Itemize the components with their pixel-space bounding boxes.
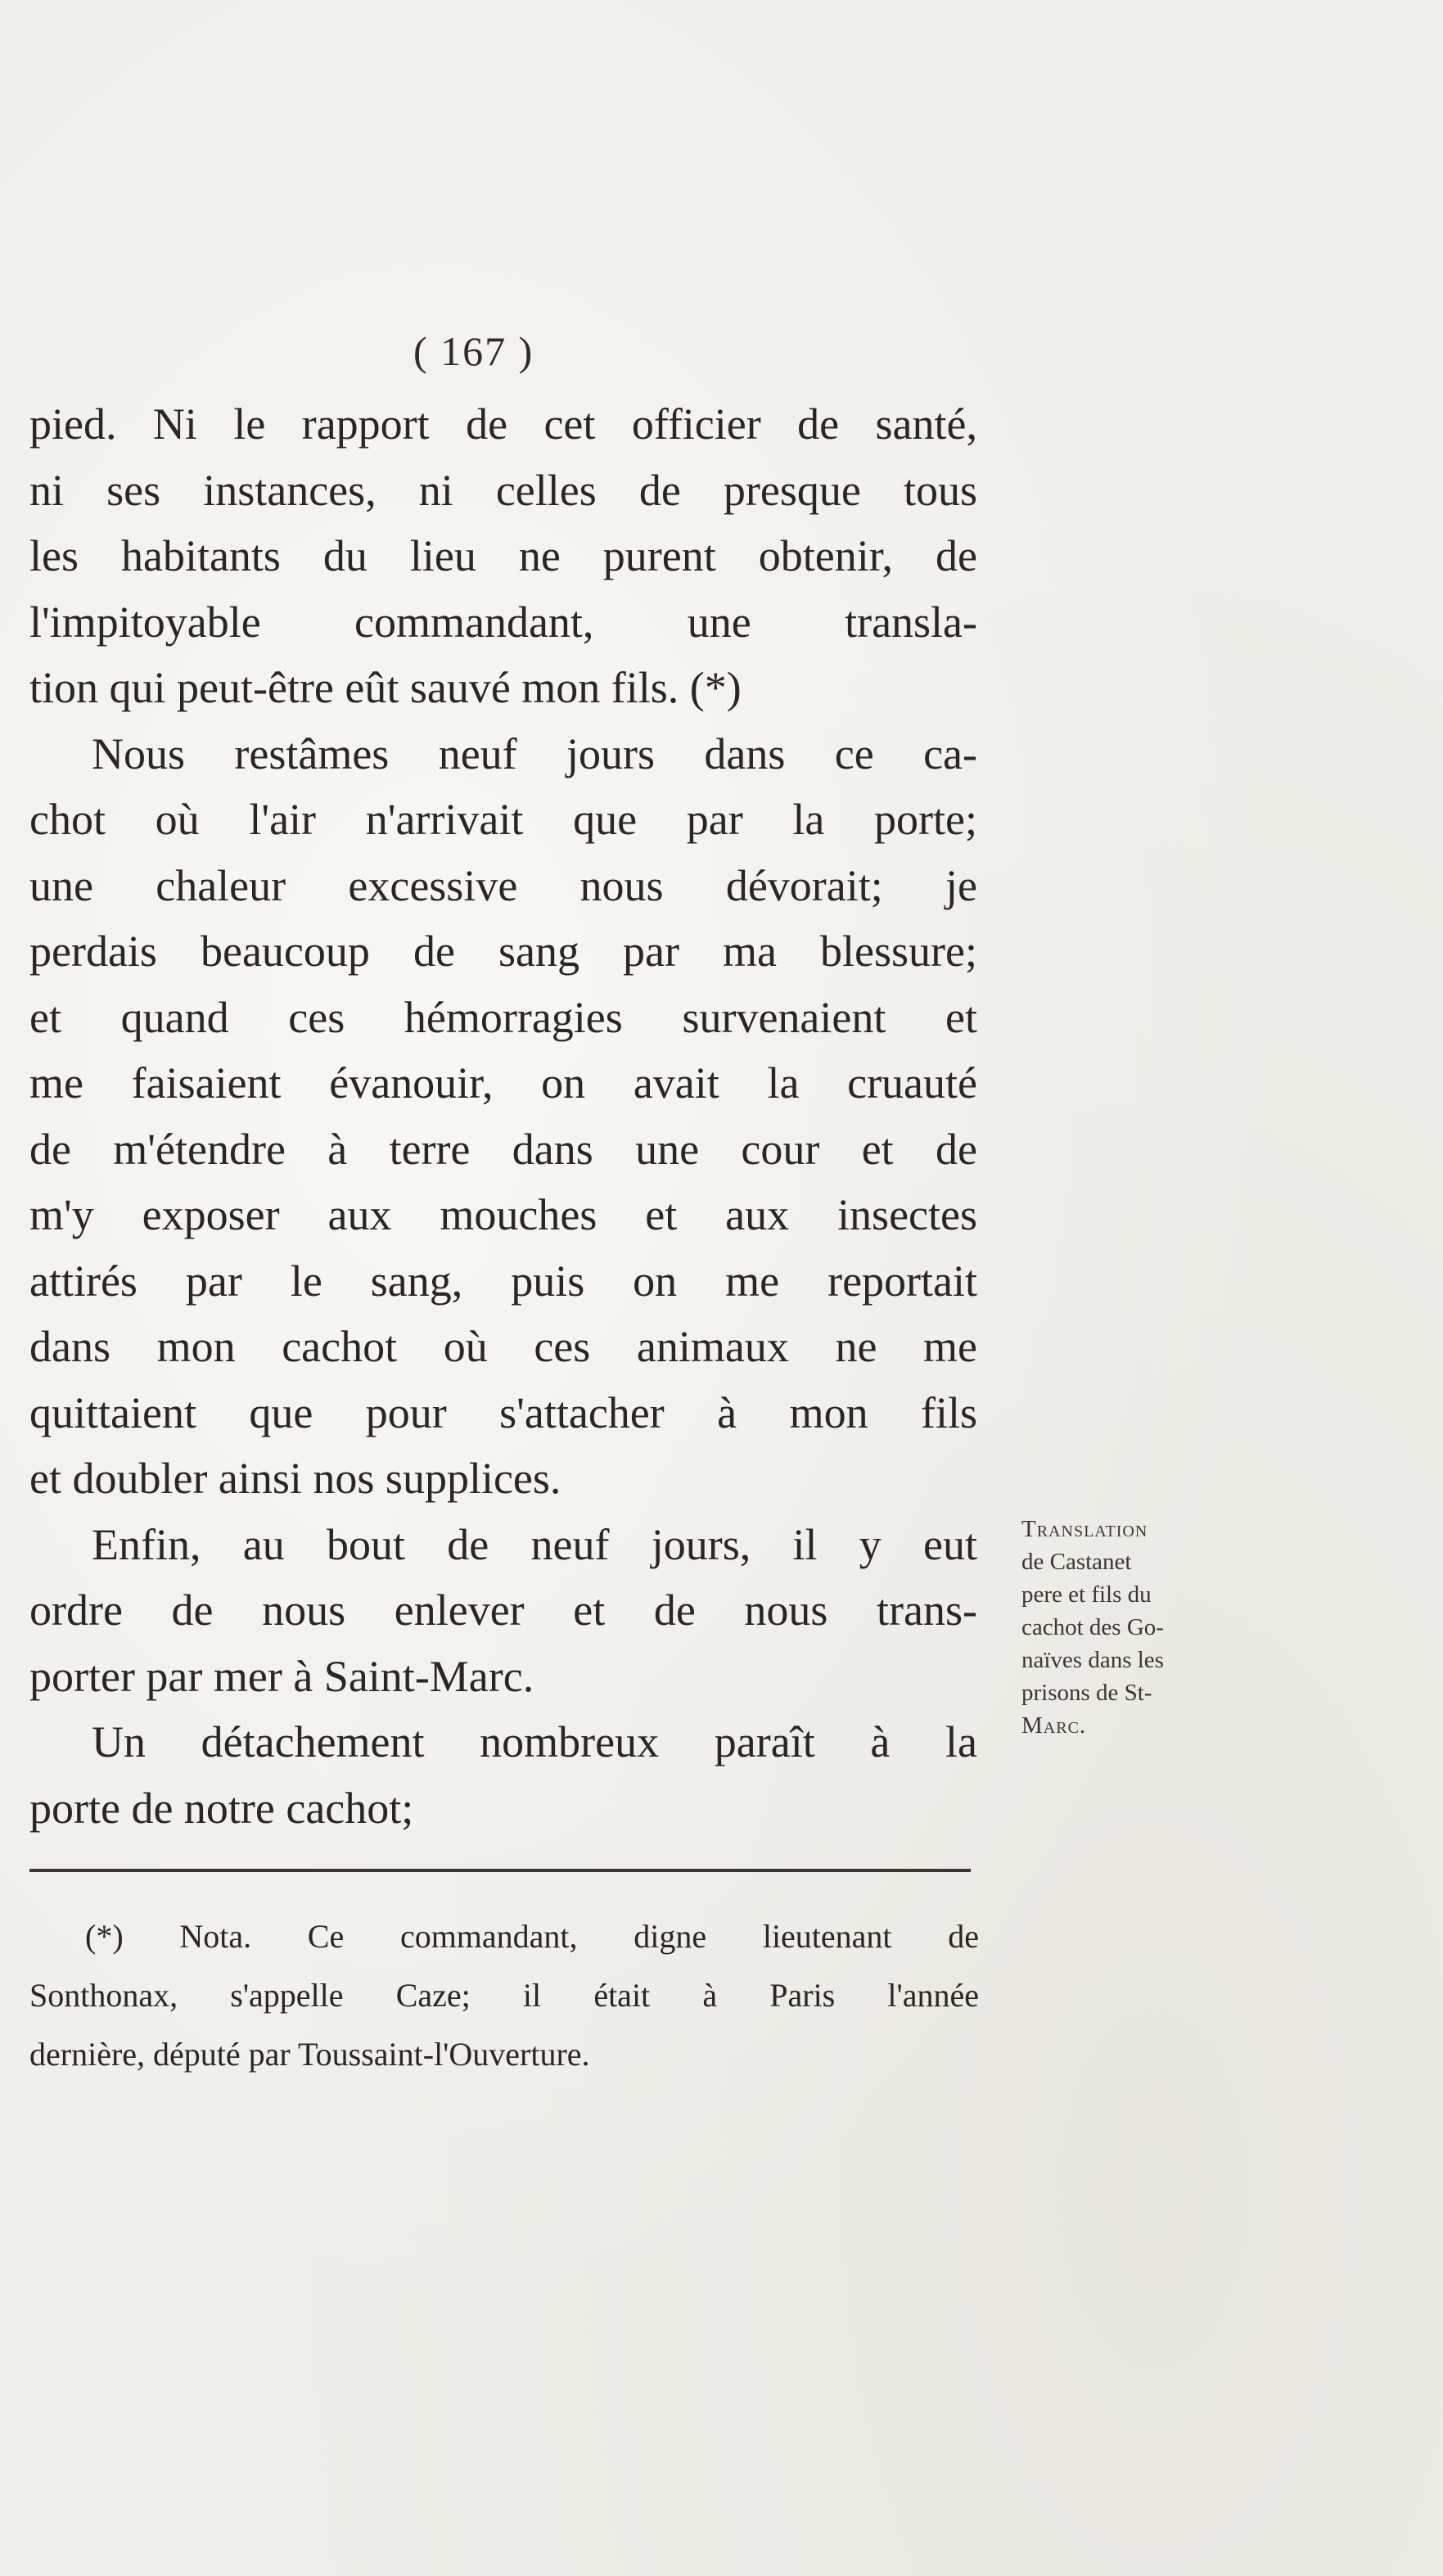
text-line: dans mon cachot où ces animaux ne me — [29, 1322, 977, 1371]
margin-note-line: Translation — [1021, 1516, 1148, 1542]
text-line: ordre de nous enlever et de nous trans- — [29, 1586, 977, 1635]
footnote-line: Sonthonax, s'appelle Caze; il était à Paris l'année — [29, 1977, 979, 2014]
text-line: attirés par le sang, puis on me reportait — [29, 1256, 977, 1306]
margin-note-line: de Castanet — [1021, 1549, 1132, 1575]
margin-note-line: prisons de St- — [1021, 1680, 1152, 1706]
text-line: une chaleur excessive nous dévorait; je — [29, 860, 977, 910]
margin-note-line: Marc. — [1021, 1712, 1087, 1739]
text-line: pied. Ni le rapport de cet officier de santé, — [29, 399, 977, 449]
footnote-rule — [29, 1869, 971, 1872]
margin-note-line: cachot des Go- — [1021, 1614, 1164, 1640]
text-line: les habitants du lieu ne purent obtenir, de — [29, 531, 977, 580]
text-line: l'impitoyable commandant, une transla- — [29, 597, 977, 647]
text-line: et quand ces hémorragies survenaient et — [29, 992, 977, 1042]
main-text — [29, 391, 977, 1841]
text-line: me faisaient évanouir, on avait la cruauté — [29, 1058, 977, 1108]
text-line: Un détachement nombreux paraît à la — [92, 1717, 977, 1766]
text-line: m'y exposer aux mouches et aux insectes — [29, 1190, 977, 1239]
text-line: ni ses instances, ni celles de presque tous — [29, 465, 977, 515]
margin-note-line: pere et fils du — [1021, 1581, 1152, 1608]
text-line: de m'étendre à terre dans une cour et de — [29, 1124, 977, 1174]
text-line: et doubler ainsi nos supplices. — [29, 1454, 561, 1503]
footnote-line: (*) Nota. Ce commandant, digne lieutenant de — [85, 1918, 979, 1955]
text-line: Nous restâmes neuf jours dans ce ca- — [92, 729, 977, 778]
text-line: quittaient que pour s'attacher à mon fils — [29, 1387, 977, 1437]
footnote — [29, 1907, 979, 2084]
text-line: tion qui peut-être eût sauvé mon fils. (*) — [29, 663, 742, 712]
text-line: perdais beaucoup de sang par ma blessure; — [29, 927, 977, 976]
margin-note — [1021, 1513, 1283, 1742]
text-line: Enfin, au bout de neuf jours, il y eut — [92, 1519, 977, 1569]
text-line: porte de notre cachot; — [29, 1783, 414, 1833]
text-line: porter par mer à Saint-Marc. — [29, 1651, 534, 1701]
footnote-line: dernière, député par Toussaint-l'Ouverture. — [29, 2036, 590, 2073]
margin-note-line: naïves dans les — [1021, 1647, 1164, 1673]
text-line: chot où l'air n'arrivait que par la porte; — [29, 795, 977, 844]
page-number: ( 167 ) — [413, 328, 534, 374]
